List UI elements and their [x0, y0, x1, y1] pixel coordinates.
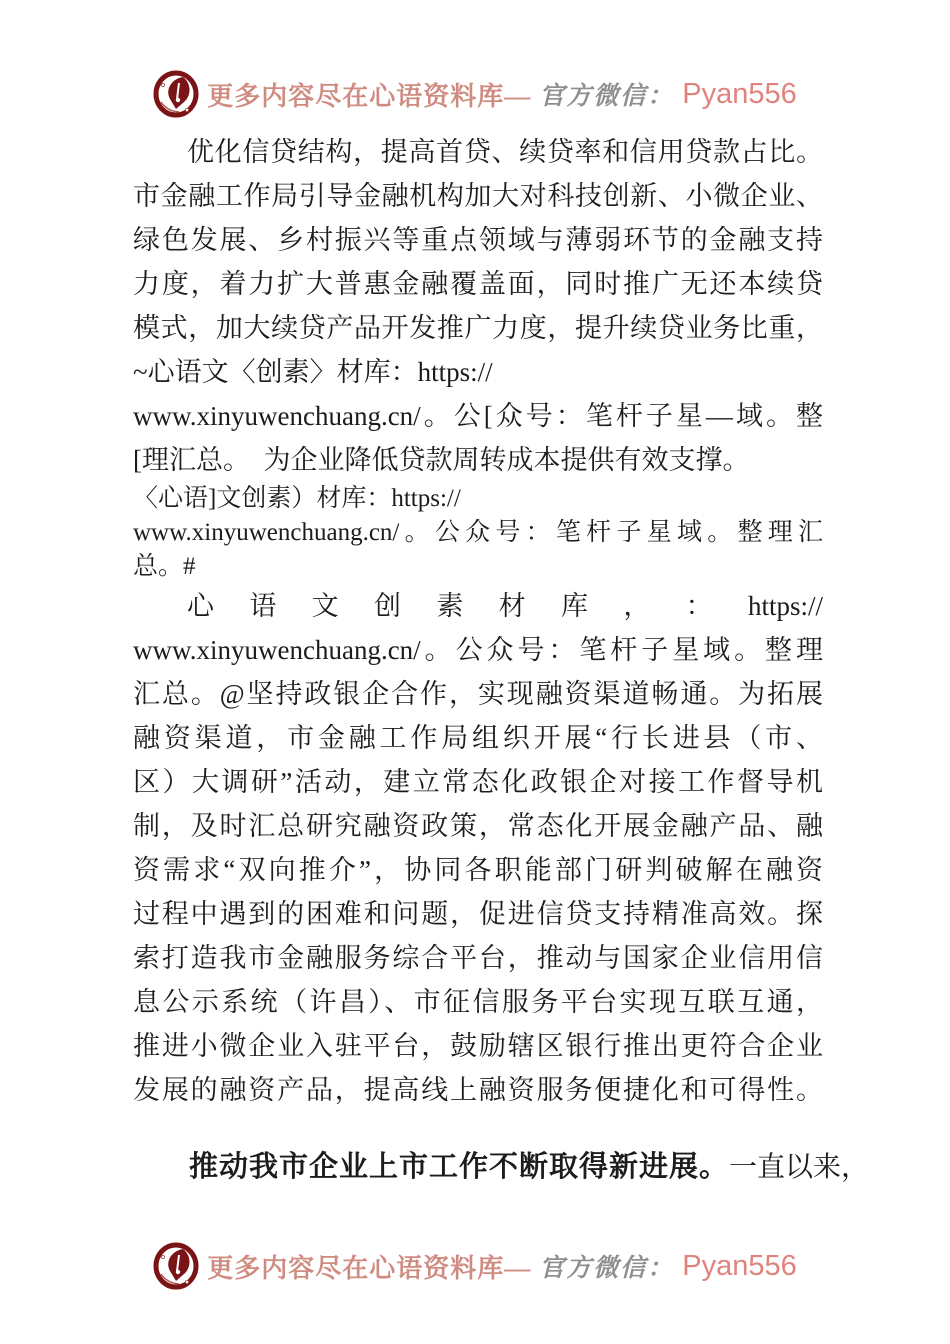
document-body: [133, 130, 870, 1192]
heading-bold-text: 推动我市企业上市工作不断取得新进展。: [189, 1151, 730, 1183]
text-line: www.xinyuwenchuang.cn/。公众号：笔杆子星域。整理: [133, 635, 823, 665]
text-line: 融资渠道，市金融工作局组织开展“行长进县（市、: [133, 723, 823, 753]
text-line: 索打造我市金融服务综合平台，推动与国家企业信用信: [133, 943, 823, 973]
text-line: 优化信贷结构，提高首贷、续贷率和信用贷款占比。: [187, 137, 823, 167]
watermark-wechat-id: Pyan556: [682, 1249, 797, 1282]
watermark-wechat-label: 官方微信：: [539, 81, 675, 110]
footer-watermark: [0, 1236, 950, 1296]
header-watermark: [0, 64, 950, 124]
text-line: 资需求“双向推介”，协同各职能部门研判破解在融资: [133, 855, 823, 885]
text-line: 力度，着力扩大普惠金融覆盖面，同时推广无还本续贷: [133, 269, 823, 299]
watermark-wechat-label: 官方微信：: [539, 1253, 675, 1282]
text-line: www.xinyuwenchuang.cn/。公众号：笔杆子星域。整理汇: [133, 519, 823, 546]
heading-regular-text: 一直以来，: [729, 1152, 870, 1183]
pen-nib-logo-icon: [153, 1241, 199, 1291]
text-line: 市金融工作局引导金融机构加大对科技创新、小微企业、: [133, 181, 823, 211]
text-line: ~心语文〈创素〉材库：https://: [133, 357, 493, 387]
text-line: 息公示系统（许昌）、市征信服务平台实现互联互通，: [133, 987, 823, 1017]
text-line: 区）大调研”活动，建立常态化政银企对接工作督导机: [133, 767, 823, 797]
text-line: 过程中遇到的困难和问题，促进信贷支持精准高效。探: [133, 899, 823, 929]
watermark-wechat-id: Pyan556: [682, 77, 797, 110]
text-line: 心 语 文 创 素 材 库 ， ： https://: [187, 591, 823, 621]
text-line: www.xinyuwenchuang.cn/。公[众号：笔杆子星—域。整: [133, 401, 823, 431]
text-line: 总。#: [133, 553, 196, 580]
text-line: 制，及时汇总研究融资政策，常态化开展金融产品、融: [133, 811, 823, 841]
section-heading: [133, 1142, 870, 1192]
text-line: 发展的融资产品，提高线上融资服务便捷化和可得性。: [133, 1075, 823, 1105]
watermark-text: 更多内容尽在心语资料库—: [207, 1253, 532, 1283]
watermark-text: 更多内容尽在心语资料库—: [207, 81, 532, 111]
paragraph-lines: [133, 130, 823, 1112]
text-line: 汇总。@坚持政银企合作，实现融资渠道畅通。为拓展: [133, 679, 823, 709]
text-line: 绿色发展、乡村振兴等重点领域与薄弱环节的金融支持: [133, 225, 823, 255]
text-line: 推进小微企业入驻平台，鼓励辖区银行推出更符合企业: [133, 1031, 823, 1061]
text-line: [理汇总。 为企业降低贷款周转成本提供有效支撑。: [133, 445, 750, 475]
pen-nib-logo-icon: [153, 69, 199, 119]
text-line: 〈心语]文创素）材库：https://: [133, 485, 461, 512]
text-line: 模式，加大续贷产品开发推广力度，提升续贷业务比重，: [133, 313, 823, 343]
